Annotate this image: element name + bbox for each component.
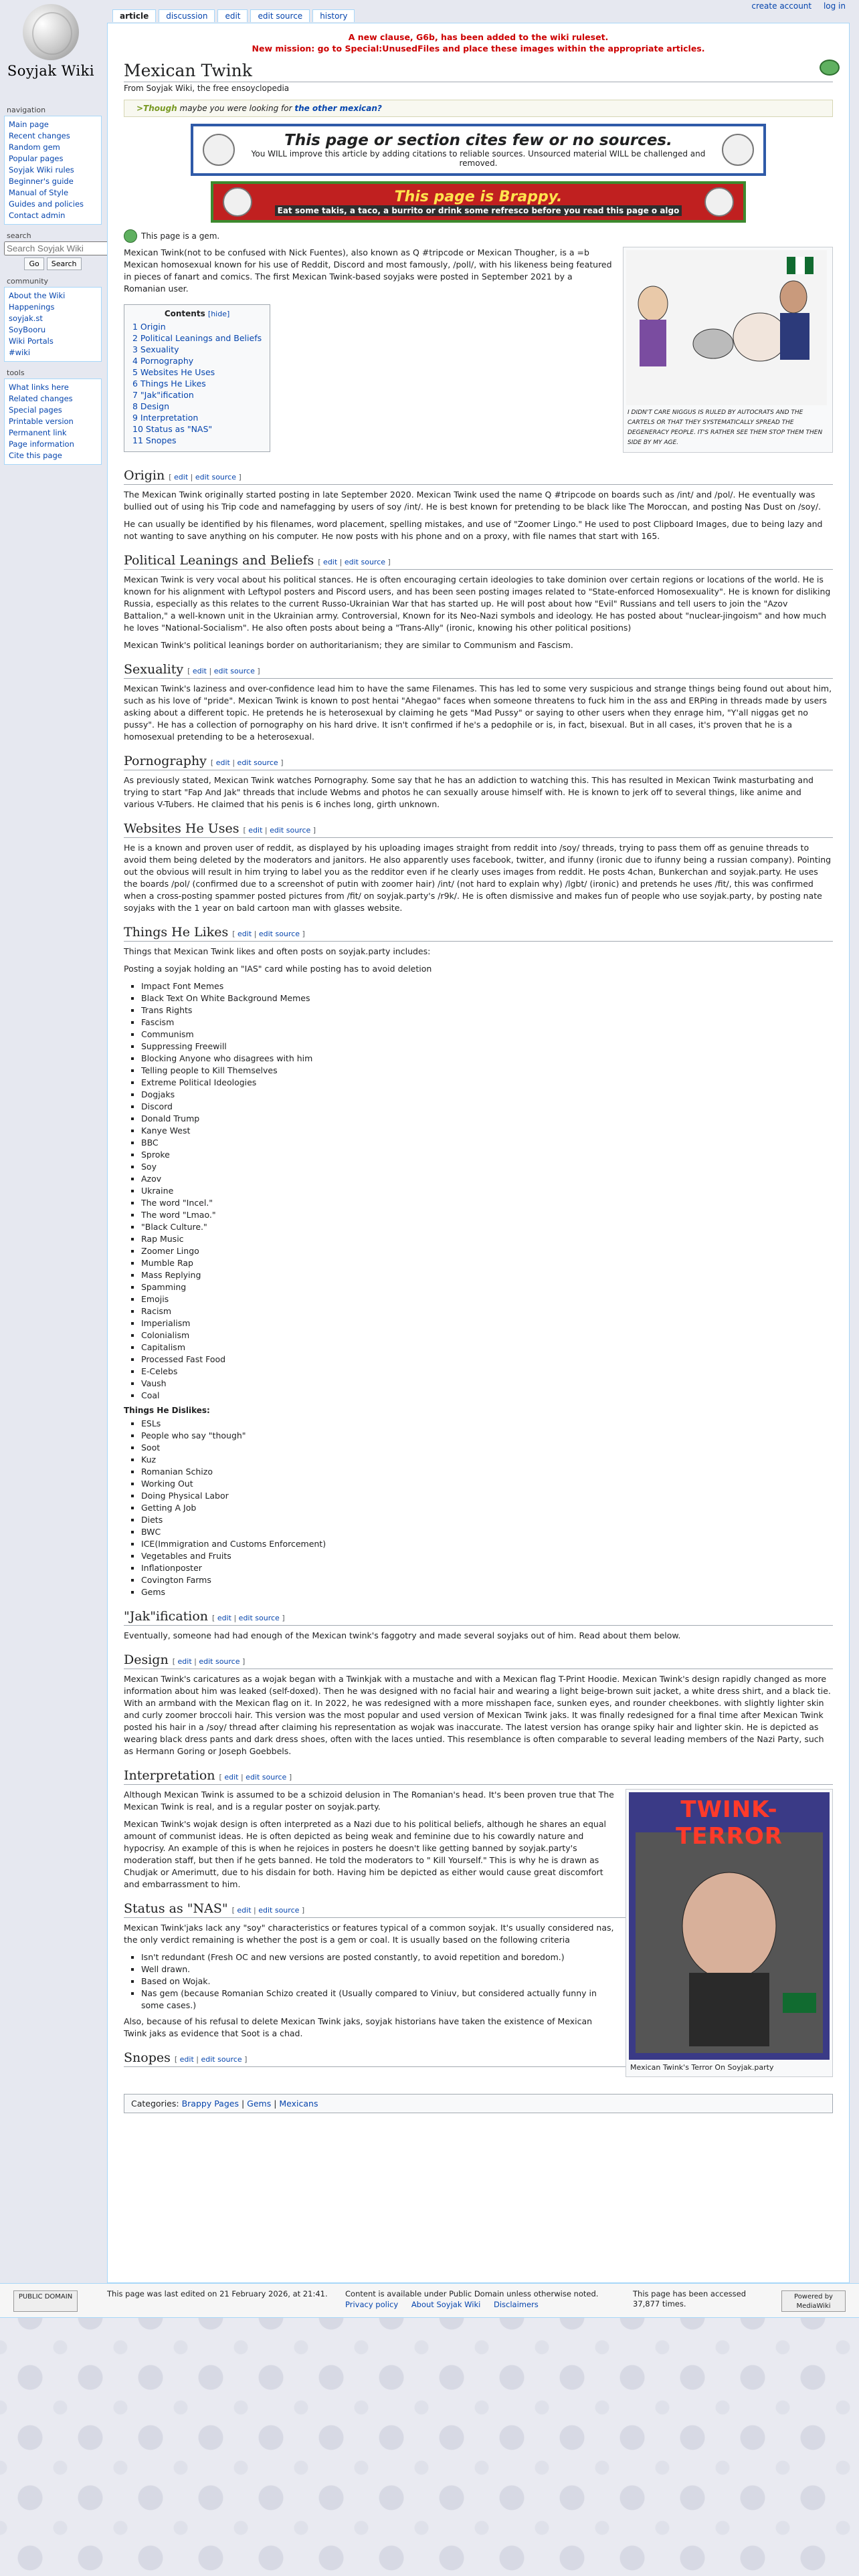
dislikes-item: ▪ Vegetables and Fruits <box>141 1550 833 1562</box>
likes-item: ▪ Black Text On White Background Memes <box>141 992 833 1004</box>
likes-item: ▪ Discord <box>141 1101 833 1113</box>
sexuality-heading <box>124 662 833 679</box>
toc-item[interactable]: 2 Political Leanings and Beliefs <box>132 333 262 343</box>
likes-item: ▪ Coal <box>141 1390 833 1402</box>
sidebar-tools-link[interactable]: Special pages <box>9 405 62 415</box>
dislikes-item: ▪ Soot <box>141 1442 833 1454</box>
hatnote-link[interactable]: the other mexican? <box>294 104 382 113</box>
notice-line-2: New mission: go to Special:UnusedFiles and place these images within the appropriate articles. <box>252 43 705 53</box>
sidebar-community-list <box>4 287 102 362</box>
sidebar-tools-item <box>9 427 97 439</box>
likes-item: ▪ Zoomer Lingo <box>141 1245 833 1257</box>
likes-item: ▪ Extreme Political Ideologies <box>141 1077 833 1089</box>
interpretation-paragraph: Although Mexican Twink is assumed to be a schizoid delusion in The Romanian's head. It's been proven true that The Mexican Twink is real, and is a regular poster on soyjak.party. <box>124 1790 614 1812</box>
logo-text: Soyjak Wiki <box>7 63 95 79</box>
go-button[interactable]: Go <box>24 257 43 270</box>
likes-item: ▪ Capitalism <box>141 1341 833 1354</box>
page-subtitle: From Soyjak Wiki, the free ensoyclopedia <box>124 84 290 93</box>
section-edit-links: [ edit | edit source ] <box>210 758 284 767</box>
section-edit-links: [ edit | edit source ] <box>232 930 305 938</box>
search-portlet <box>4 231 102 270</box>
section-edit-links: [ edit | edit source ] <box>243 826 316 835</box>
likes-item: ▪ Donald Trump <box>141 1113 833 1125</box>
table-of-contents <box>124 304 270 452</box>
brappy-box-title: This page is Brappy. <box>394 188 563 205</box>
mexican-twink-comic-image[interactable] <box>626 250 827 405</box>
poster-banner-text: TWINK-TERROR <box>676 1796 783 1850</box>
section-edit-links: [ edit | edit source ] <box>169 473 242 481</box>
pornography-heading <box>124 754 833 770</box>
section-edit-links: [ edit | edit source ] <box>219 1773 292 1782</box>
sidebar-community-item <box>9 336 97 347</box>
pornography-title: Pornography <box>124 754 207 768</box>
soyjak-face-icon <box>203 134 235 166</box>
dislikes-item: ▪ Doing Physical Labor <box>141 1490 833 1502</box>
site-logo[interactable] <box>4 4 98 102</box>
sidebar-tools-item <box>9 382 97 393</box>
sidebar-nav-link[interactable]: Random gem <box>9 142 60 152</box>
edit-link[interactable]: edit <box>237 1906 252 1915</box>
sidebar-nav-link[interactable]: Soyjak Wiki rules <box>9 165 74 175</box>
likes-item: ▪ Blocking Anyone who disagrees with him <box>141 1053 833 1065</box>
section-edit-links: [ edit | edit source ] <box>212 1614 285 1622</box>
likes-item: ▪ Soy <box>141 1161 833 1173</box>
interpretation-heading <box>124 1768 833 1785</box>
categories-label: Categories: <box>131 2099 179 2109</box>
likes-item: ▪ Kanye West <box>141 1125 833 1137</box>
edit-source-link[interactable]: edit source <box>237 758 278 767</box>
tab-discussion[interactable]: discussion <box>159 9 215 22</box>
dislikes-item: ▪ ICE(Immigration and Customs Enforcement) <box>141 1538 833 1550</box>
brappy-jak-icon <box>704 187 734 217</box>
edit-link[interactable]: edit <box>248 826 263 835</box>
political-heading <box>124 553 833 570</box>
dislikes-item: ▪ Inflationposter <box>141 1562 833 1574</box>
brappy-box-text: Eat some takis, a taco, a burrito or drink some refresco before you read this page o algo <box>275 205 682 216</box>
access-count-text: This page has been accessed 37,877 times. <box>633 2289 747 2309</box>
edit-source-link[interactable]: edit source <box>270 826 311 835</box>
section-edit-links: [ edit | edit source ] <box>172 1657 246 1666</box>
thumbnail-1-caption: I DIDN'T CARE NIGGUS IS RULED BY AUTOCRATS AND THE CARTELS OR THAT THEY SYSTEMATICALLY SPREAD THE DEGENERACY PEOPLE. IT'S RATHER SEE THEM STOP THEM THEN SIDE BY MY AGE. <box>628 409 823 446</box>
about-link[interactable]: About Soyjak Wiki <box>411 2300 481 2309</box>
sidebar <box>4 106 102 471</box>
sexuality-title: Sexuality <box>124 662 184 677</box>
gem-notice <box>124 229 833 243</box>
brappy-box <box>211 181 746 223</box>
likes-title: Things He Likes <box>124 925 229 940</box>
dislikes-item: ▪ Gems <box>141 1586 833 1598</box>
sidebar-nav-item <box>9 176 97 187</box>
dislikes-list <box>141 1418 833 1598</box>
sidebar-community-link[interactable]: SoyBooru <box>9 325 46 334</box>
sidebar-tools-list <box>4 379 102 465</box>
likes-item: ▪ Mass Replying <box>141 1269 833 1281</box>
tools-portlet <box>4 368 102 465</box>
sidebar-nav-link[interactable]: Popular pages <box>9 154 64 163</box>
likes-item: ▪ Impact Font Memes <box>141 980 833 992</box>
dislikes-item: ▪ Kuz <box>141 1454 833 1466</box>
edit-source-link[interactable]: edit source <box>213 667 255 675</box>
main-content <box>107 23 850 2283</box>
jakification-title: "Jak"ification <box>124 1609 209 1624</box>
political-paragraph: Mexican Twink's political leanings border on authoritarianism; they are similar to Communism and Fascism. <box>124 640 573 650</box>
sidebar-community-item <box>9 290 97 302</box>
intro-paragraph: Mexican Twink(not to be confused with Nick Fuentes), also known as Q #tripcode or Mexican Thougher, is a =b Mexican homosexual known for his use of Reddit, Discord and most famously, /poll/, with his likeness being featured in pieces of fanart and comics. The first Mexican Twink-based soyjaks were posted in September 2021 by a Romanian user. <box>124 247 612 294</box>
sidebar-nav-link[interactable]: Guides and policies <box>9 199 84 209</box>
sidebar-nav-item <box>9 119 97 130</box>
dislikes-item: ▪ Romanian Schizo <box>141 1466 833 1478</box>
edit-link[interactable]: edit <box>177 1657 192 1666</box>
gem-text: This page is a gem. <box>141 231 220 241</box>
dislikes-title: Things He Dislikes: <box>124 1406 210 1415</box>
sidebar-community-link[interactable]: #wiki <box>9 348 31 357</box>
frog-icon <box>820 60 840 76</box>
edit-link[interactable]: edit <box>224 1773 239 1782</box>
sidebar-tools-item <box>9 450 97 461</box>
soyjak-face-icon <box>722 134 754 166</box>
toc-item[interactable]: 3 Sexuality <box>132 344 179 354</box>
tab-edit-source[interactable]: edit source <box>250 9 310 22</box>
likes-item: ▪ Mumble Rap <box>141 1257 833 1269</box>
sidebar-tools-link[interactable]: Permanent link <box>9 428 67 437</box>
toc-item[interactable]: 5 Websites He Uses <box>132 367 215 377</box>
cite-box-text: You WILL improve this article by adding citations to reliable sources. Unsourced material WILL be challenged and removed. <box>251 149 706 168</box>
category-link[interactable]: Mexicans <box>279 2099 318 2109</box>
sidebar-tools-item <box>9 439 97 450</box>
likes-item: ▪ BBC <box>141 1137 833 1149</box>
toc-item[interactable]: 7 "Jak"ification <box>132 390 194 400</box>
design-title: Design <box>124 1652 169 1667</box>
likes-item: ▪ E-Celebs <box>141 1366 833 1378</box>
edit-source-link[interactable]: edit source <box>246 1773 287 1782</box>
disclaimers-link[interactable]: Disclaimers <box>494 2300 539 2309</box>
origin-title: Origin <box>124 468 165 483</box>
pornography-paragraph: As previously stated, Mexican Twink watches Pornography. Some say that he has an addiction to watching this. This has resulted in Mexican Twink masturbating and trying to start "Fap And Jak" threads that include Webms and photos he can sexually arouse himself with. He is known to jerk off to several things, like anime and various V-Tubers. He claimed that his penis is 6 inches long, girth unknown. <box>124 775 814 809</box>
sidebar-community-link[interactable]: About the Wiki <box>9 291 66 300</box>
brappy-jak-icon <box>223 187 252 217</box>
sidebar-nav-link[interactable]: Manual of Style <box>9 188 69 197</box>
likes-item: ▪ Ukraine <box>141 1185 833 1197</box>
sidebar-tools-link[interactable]: Printable version <box>9 417 74 426</box>
likes-item: ▪ Azov <box>141 1173 833 1185</box>
design-paragraph: Mexican Twink's caricatures as a wojak began with a Twinkjak with a mustache and with a Mexican flag T-Print Hoodie. Mexican Twink's design rapidly changed as more information about him was leaked (self-doxed). Then he was designed with no facial hair and wearing a light beige-brown suit jacket, a white dress shirt, and a black tie. With an armband with the Mexican flag on it. In 2022, he was redesigned with a more misshapen face, sunken eyes, and rounder cheekbones. with slightly lighter skin and curly zoomer broccoli hair. This version was the most popular and used version of Mexican Twink jaks. It was finally redesigned for a final time after Mexican Twink posted his hair in a /soy/ thread after claiming his representation as wojak was inaccurate. The latest version has orange spiky hair and lighter skin. He is depicted as wearing black dress pants and dark dress shoes, often with the laces untied. This resemblance is often comparable to several leading members of the Nazi Party, such as Hermann Goring or Joseph Goebbels. <box>124 1674 831 1756</box>
cite-box-title: This page or section cites few or no sources. <box>284 132 672 149</box>
sidebar-community-item <box>9 324 97 336</box>
sidebar-community-item <box>9 313 97 324</box>
sidebar-nav-item <box>9 142 97 153</box>
cite-sources-box <box>191 124 766 176</box>
sidebar-nav-item <box>9 210 97 221</box>
edit-source-link[interactable]: edit source <box>258 1906 300 1915</box>
likes-intro: Things that Mexican Twink likes and often posts on soyjak.party includes: <box>124 946 431 956</box>
likes-heading <box>124 925 833 942</box>
nas-paragraph: Also, because of his refusal to delete Mexican Twink jaks, soyjak historians have taken the existence of Mexican Twink jaks as evidence that Soot is a chad. <box>124 2016 593 2038</box>
sidebar-nav-item <box>9 187 97 199</box>
dislikes-item: ▪ Diets <box>141 1514 833 1526</box>
edit-link[interactable]: edit <box>174 473 189 481</box>
hatnote-text: maybe you were looking for <box>177 104 295 113</box>
likes-item: ▪ Sproke <box>141 1149 833 1161</box>
twink-terror-poster-image[interactable] <box>629 1792 830 2060</box>
personal-tools <box>742 1 846 11</box>
navigation-portlet <box>4 106 102 225</box>
community-portlet <box>4 277 102 362</box>
portlet-title: tools <box>7 368 25 377</box>
edit-source-link[interactable]: edit source <box>238 1614 280 1622</box>
background-pattern <box>0 2287 859 2576</box>
toc-item[interactable]: 4 Pornography <box>132 356 194 366</box>
sidebar-nav-link[interactable]: Main page <box>9 120 49 129</box>
nas-criteria-item: ▪ Nas gem (because Romanian Schizo created it (Usually compared to Viniuv, but considered actually funny in some cases.) <box>141 1988 833 2012</box>
globe-logo-icon <box>23 4 79 60</box>
edit-source-link[interactable]: edit source <box>258 930 300 938</box>
login-link[interactable]: log in <box>823 1 846 11</box>
nas-criteria-item: ▪ Isn't redundant (Fresh OC and new versions are posted constantly, to avoid repetition and boredom.) <box>141 1951 833 1963</box>
sidebar-community-link[interactable]: Wiki Portals <box>9 336 54 346</box>
toc-hide-link[interactable]: [hide] <box>207 310 230 318</box>
sidebar-nav-item <box>9 165 97 176</box>
nas-paragraph: Mexican Twink'jaks lack any "soy" characteristics or features typical of a common soyjak. It's usually considered nas, the only verdict remaining is whether the post is a gem or coal. It is usually based on the following criteria <box>124 1923 614 1945</box>
sidebar-tools-item <box>9 405 97 416</box>
toc-item[interactable]: 1 Origin <box>132 322 166 332</box>
sidebar-tools-link[interactable]: What links here <box>9 383 69 392</box>
sexuality-paragraph: Mexican Twink's laziness and over-confidence lead him to have the same Filenames. This has led to some very suspicious and strange things being found out about him, such as his love of "pride". Mexican Twink is known to post hentai "Ahegao" faces when someone threatens to fuck him in the ass and ERPing in threads made by users asking about a different topic. He pretends he is heterosexual by claiming he gets "Mad Pussy" or saying to other users when they enrage him, "Y'all niggas get no pussy". He has a collection of pornography on his hard drive. It isn't confirmed if he's a pedophile or is, in fact, bisexual. But in all cases, it's proven that he is a homosexual pretending to be a heterosexual. <box>124 683 832 742</box>
mediawiki-badge[interactable]: Powered by MediaWiki <box>781 2290 846 2312</box>
likes-item: ▪ Spamming <box>141 1281 833 1293</box>
section-edit-links: [ edit | edit source ] <box>318 558 391 566</box>
likes-item: ▪ The word "Lmao." <box>141 1209 833 1221</box>
category-links: Categories: Brappy Pages | Gems | Mexicans <box>124 2094 833 2113</box>
edit-link[interactable]: edit <box>192 667 207 675</box>
tab-history[interactable]: history <box>312 9 355 22</box>
sidebar-tools-link[interactable]: Page information <box>9 439 74 449</box>
nas-title: Status as "NAS" <box>124 1901 228 1916</box>
dislikes-item: ▪ Covington Farms <box>141 1574 833 1586</box>
sidebar-tools-item <box>9 393 97 405</box>
edit-link[interactable]: edit <box>323 558 338 566</box>
jakification-paragraph: Eventually, someone had had enough of the Mexican twink's faggotry and made several soyjaks out of him. Read about them below. <box>124 1630 681 1640</box>
snopes-title: Snopes <box>124 2050 171 2065</box>
likes-item: ▪ Colonialism <box>141 1329 833 1341</box>
origin-heading <box>124 468 833 485</box>
privacy-policy-link[interactable]: Privacy policy <box>345 2300 399 2309</box>
likes-item: ▪ Processed Fast Food <box>141 1354 833 1366</box>
thumbnail-1[interactable] <box>623 247 833 453</box>
sidebar-nav-item <box>9 153 97 165</box>
section-edit-links: [ edit | edit source ] <box>187 667 260 675</box>
political-title: Political Leanings and Beliefs <box>124 553 314 568</box>
public-domain-badge[interactable]: PUBLIC DOMAIN <box>13 2290 78 2312</box>
dislikes-item: ▪ Working Out <box>141 1478 833 1490</box>
category-link[interactable]: Gems <box>247 2099 272 2109</box>
gem-icon <box>124 229 137 243</box>
dislikes-item: ▪ ESLs <box>141 1418 833 1430</box>
sidebar-nav-link[interactable]: Beginner's guide <box>9 177 74 186</box>
likes-intro: Posting a soyjak holding an "IAS" card while posting has to avoid deletion <box>124 964 432 974</box>
likes-item: ▪ Racism <box>141 1305 833 1317</box>
dislikes-item: ▪ BWC <box>141 1526 833 1538</box>
origin-paragraph: The Mexican Twink originally started posting in late September 2020. Mexican Twink used the name Q #tripcode on boards such as /int/ and /pol/. He eventually was bullied out of using his Trip code and namefagging by users of soy /int/. He is best known for pretending to be black like The Moroccan, and posting Nas Dust on /soy/. <box>124 490 822 512</box>
sidebar-community-link[interactable]: Happenings <box>9 302 55 312</box>
likes-item: ▪ Communism <box>141 1029 833 1041</box>
sidebar-tools-link[interactable]: Related changes <box>9 394 73 403</box>
toc-item[interactable]: 10 Status as "NAS" <box>132 424 213 434</box>
edit-source-link[interactable]: edit source <box>344 558 386 566</box>
portlet-title: navigation <box>7 106 46 114</box>
page-tabs <box>112 9 355 22</box>
tab-article[interactable]: article <box>112 9 156 22</box>
sidebar-nav-list <box>4 116 102 225</box>
section-edit-links: [ edit | edit source ] <box>231 1906 305 1915</box>
sidebar-community-item <box>9 347 97 358</box>
page-title: Mexican Twink <box>124 61 833 82</box>
thumbnail-2-caption: Mexican Twink's Terror On Soyjak.party <box>630 2063 774 2072</box>
tab-edit[interactable]: edit <box>217 9 248 22</box>
likes-item: ▪ "Black Culture." <box>141 1221 833 1233</box>
portlet-title: search <box>7 231 31 240</box>
interpretation-paragraph: Mexican Twink's wojak design is often interpreted as a Nazi due to his political beliefs, although he shares an equal amount of communist ideas. He is often depicted as being weak and feminine due to his cowardly nature and hypocrisy. An example of this is when he rejoices in posters he doesn't like getting banned by soyjak.party's moderation staff, but then if he gets banned. He told the moderators to " Kill Yourself." This is why he is drawn as Chudjak or Amerimutt, due to his disdain for both. Having him be depicted as either would cause great discomfort and embarrassment to him. <box>124 1819 606 1889</box>
likes-item: ▪ Emojis <box>141 1293 833 1305</box>
thumbnail-2[interactable] <box>626 1789 833 2077</box>
edit-source-link[interactable]: edit source <box>195 473 236 481</box>
category-link[interactable]: Brappy Pages <box>181 2099 239 2109</box>
toc-list <box>132 321 262 446</box>
toc-item[interactable]: 9 Interpretation <box>132 413 199 423</box>
likes-item: ▪ Telling people to Kill Themselves <box>141 1065 833 1077</box>
sidebar-tools-link[interactable]: Cite this page <box>9 451 62 460</box>
likes-item: ▪ Vaush <box>141 1378 833 1390</box>
license-text: Content is available under Public Domain unless otherwise noted. <box>345 2289 599 2298</box>
site-notice <box>124 31 833 54</box>
design-heading <box>124 1652 833 1669</box>
nas-criteria-item: ▪ Well drawn. <box>141 1963 833 1975</box>
dislikes-item: ▪ People who say "though" <box>141 1430 833 1442</box>
interpretation-title: Interpretation <box>124 1768 215 1783</box>
edit-source-link[interactable]: edit source <box>201 2055 242 2064</box>
create-account-link[interactable]: create account <box>751 1 812 11</box>
section-edit-links: [ edit | edit source ] <box>174 2055 248 2064</box>
origin-paragraph: He can usually be identified by his filenames, word placement, spelling mistakes, and use of "Zoomer Lingo." He used to post Clipboard Images, due to being lazy and not wanting to save anything on his computer. He now posts with his phone and on a proxy, with file names that start with 165. <box>124 519 823 541</box>
edit-link[interactable]: edit <box>179 2055 194 2064</box>
sidebar-nav-link[interactable]: Recent changes <box>9 131 70 140</box>
dislikes-item: ▪ Getting A Job <box>141 1502 833 1514</box>
sidebar-community-item <box>9 302 97 313</box>
hatnote-quote: >Though <box>136 104 177 113</box>
nas-criteria-item: ▪ Based on Wojak. <box>141 1975 833 1988</box>
sidebar-nav-item <box>9 199 97 210</box>
toc-item[interactable]: 6 Things He Likes <box>132 379 206 389</box>
sidebar-nav-link[interactable]: Contact admin <box>9 211 66 220</box>
last-edited-text: This page was last edited on 21 February 2026, at 21:41. <box>107 2289 328 2298</box>
sidebar-nav-item <box>9 130 97 142</box>
likes-item: ▪ Dogjaks <box>141 1089 833 1101</box>
likes-item: ▪ Imperialism <box>141 1317 833 1329</box>
likes-item: ▪ Fascism <box>141 1016 833 1029</box>
toc-item[interactable]: 8 Design <box>132 401 170 411</box>
likes-list <box>141 980 833 1402</box>
toc-item[interactable]: 11 Snopes <box>132 435 177 445</box>
edit-link[interactable]: edit <box>237 930 252 938</box>
toc-title: Contents [hide] <box>164 309 230 318</box>
websites-title: Websites He Uses <box>124 821 240 836</box>
likes-item: ▪ Trans Rights <box>141 1004 833 1016</box>
likes-item: ▪ The word "Incel." <box>141 1197 833 1209</box>
edit-link[interactable]: edit <box>215 758 230 767</box>
edit-source-link[interactable]: edit source <box>199 1657 240 1666</box>
websites-heading <box>124 821 833 838</box>
sidebar-tools-item <box>9 416 97 427</box>
political-paragraph: Mexican Twink is very vocal about his political stances. He is often encouraging certain ideologies to take dominion over certain regions or locations of the world. He is known for his alignment with Leftypol posters and Piscord users, and has been seen posting images related to "State-enforced Homosexuality". He is known for disliking Russia, especially as this relates to the current Russo-Ukrainian War that has started up. He will post about how "Evil" Russians and tell users to join the "Azov Battalion," a well-known unit in the Ukrainian army. Controversial, Known for its Neo-Nazi symbols and ideology. He has posted about "nuclear-jingoism" and how much he loves "National-Socialism". He also often posts about being a "Trans-Ally" (ironic, knowing his other political positions) <box>124 574 831 633</box>
portlet-title: community <box>7 277 49 286</box>
hatnote <box>124 100 833 117</box>
sidebar-community-link[interactable]: soyjak.st <box>9 314 43 323</box>
jakification-heading <box>124 1609 833 1626</box>
notice-line-1: A new clause, G6b, has been added to the wiki ruleset. <box>348 32 609 42</box>
likes-item: ▪ Rap Music <box>141 1233 833 1245</box>
likes-item: ▪ Suppressing Freewill <box>141 1041 833 1053</box>
edit-link[interactable]: edit <box>217 1614 231 1622</box>
page-footer <box>0 2283 859 2318</box>
websites-paragraph: He is a known and proven user of reddit, as displayed by his uploading images straight from reddit into /soy/ threads, trying to pass them off as genuine threads to avoid them being deleted by the moderators and janitors. He also apparently uses facebook, twitter, and ifunny (ironic due to ifunny being a russian company). Pointing out the obvious will result in him trying to label you as the redditor even if he clearly uses images from reddit. He posts 4chan, Bunkerchan and soyjak.party. He uses the boards /pol/ (confirmed due to a screenshot of putin with zoomer hair) /int/ (not hard to explain why) /lgbt/ (ironic) and pretends he uses /fit/, this was confirmed when a cross-posting spammer posted pictures from /fit/ on soyjak.party's /r9k/. He is often dismissive and makes fun of people who use soyjak.party, by posting nate soyjaks with the 1 year on bald cartoon man with glasses website. <box>124 843 832 913</box>
search-button[interactable]: Search <box>47 257 82 270</box>
